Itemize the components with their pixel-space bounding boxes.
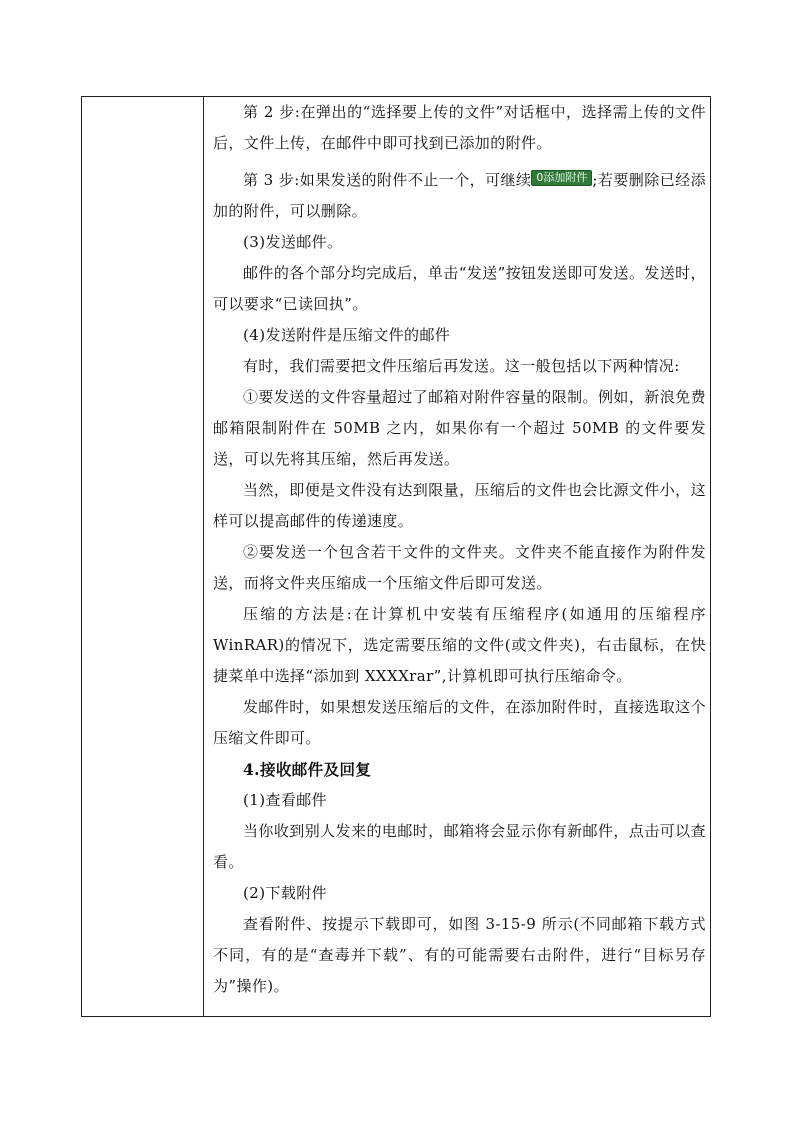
paragraph-case-1: ①要发送的文件容量超过了邮箱对附件容量的限制。例如，新浪免费邮箱限制附件在 50MB 之内，如果你有一个超过 50MB 的文件要发送，可以先将其压缩，然后再发送。 <box>213 388 706 468</box>
paragraph-step3-start: 第 3 步:如果发送的附件不止一个，可继续 <box>243 171 532 189</box>
section-send-mail: (3)发送邮件。 <box>243 233 343 251</box>
paragraph-download-attachment: 查看附件、按提示下载即可，如图 3-15-9 所示(不同邮箱下载方式不同，有的是“查毒并下载”、有的可能需要右击附件，进行“目标另存为”操作)。 <box>213 915 706 995</box>
section-compressed-attachment: (4)发送附件是压缩文件的邮件 <box>243 326 451 344</box>
right-column-cell <box>213 97 706 1002</box>
add-attachment-button[interactable]: 0添加附件 <box>531 170 592 186</box>
heading-receive-reply: 4.接收邮件及回复 <box>243 760 372 779</box>
paragraph-compress-intro: 有时，我们需要把文件压缩后再发送。这一般包括以下两种情况: <box>243 357 680 375</box>
paragraph-compress-benefit: 当然，即便是文件没有达到限量，压缩后的文件也会比源文件小，这样可以提高邮件的传递速度。 <box>213 481 706 530</box>
paragraph-step3-end: ;若要删除已经添加的附件，可以删除。 <box>213 171 706 220</box>
paragraph-step3 <box>213 165 706 227</box>
paragraph-compress-method: 压缩的方法是:在计算机中安装有压缩程序(如通用的压缩程序WinRAR)的情况下，选定需要压缩的文件(或文件夹)，右击鼠标，在快捷菜单中选择“添加到 XXXXrar”,计算机即可执行压缩命令。 <box>213 605 706 685</box>
paragraph-step2: 第 2 步:在弹出的“选择要上传的文件”对话框中，选择需上传的文件后，文件上传，在邮件中即可找到已添加的附件。 <box>213 103 706 152</box>
left-column-cell <box>82 97 204 1016</box>
paragraph-case-2: ②要发送一个包含若干文件的文件夹。文件夹不能直接作为附件发送，而将文件夹压缩成一个压缩文件后即可发送。 <box>213 543 706 592</box>
paragraph-view-mail: 当你收到别人发来的电邮时，邮箱将会显示你有新邮件，点击可以查看。 <box>213 822 706 871</box>
content-table <box>81 96 711 1017</box>
paragraph-send-compressed: 发邮件时，如果想发送压缩后的文件，在添加附件时，直接选取这个压缩文件即可。 <box>213 698 706 747</box>
section-view-mail: (1)查看邮件 <box>243 791 328 809</box>
section-download-attachment: (2)下载附件 <box>243 884 328 902</box>
paragraph-send-instructions: 邮件的各个部分均完成后，单击“发送”按钮发送即可发送。发送时，可以要求“已读回执”。 <box>213 264 706 313</box>
